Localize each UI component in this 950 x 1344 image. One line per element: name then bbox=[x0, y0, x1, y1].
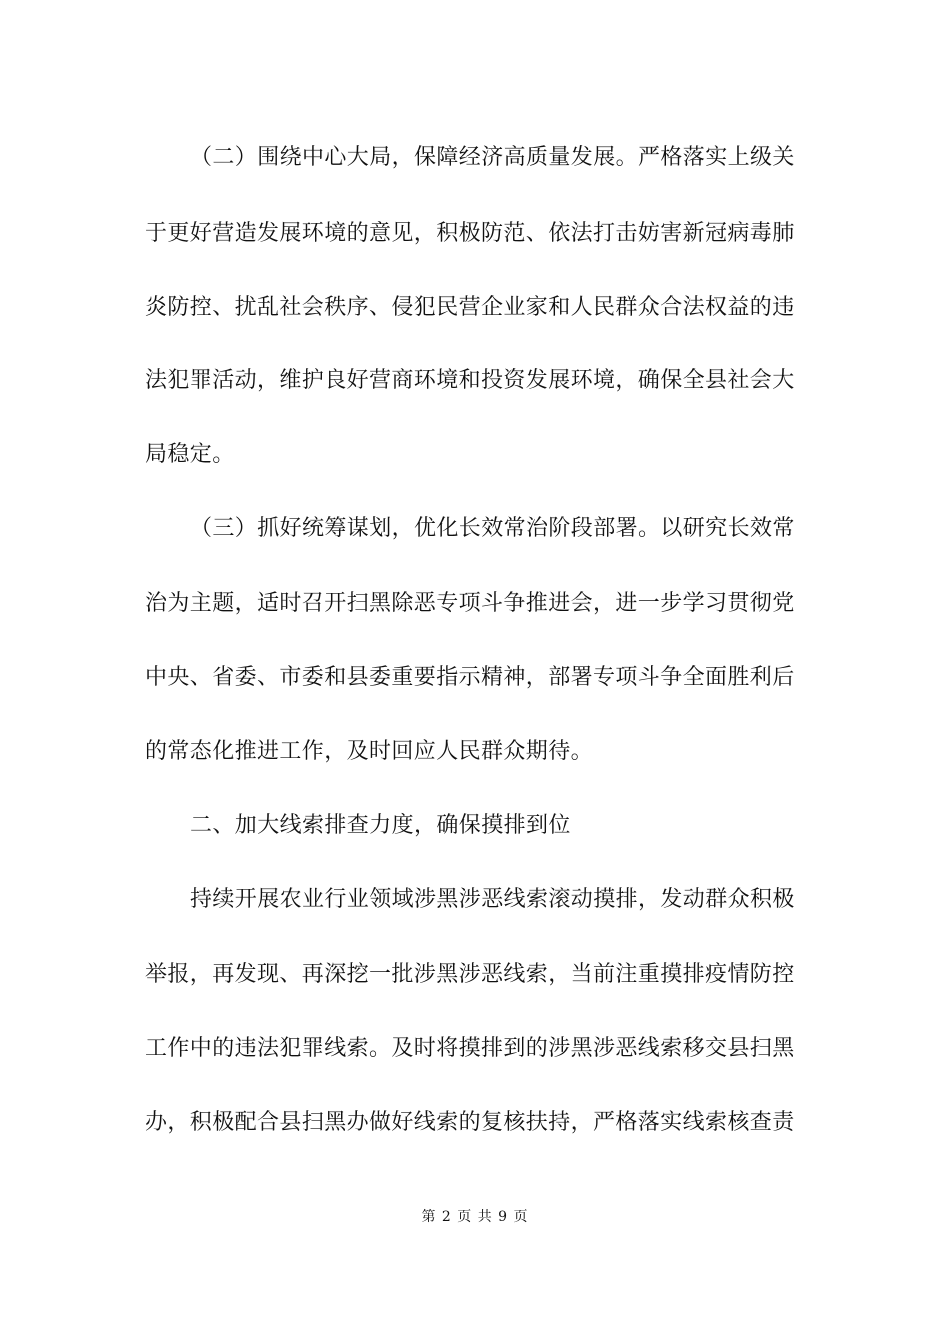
paragraph-4-line-4: 办，积极配合县扫黑办做好线索的复核扶持，严格落实线索核查责 bbox=[145, 1110, 795, 1135]
paragraph-3-line-2: 治为主题，适时召开扫黑除恶专项斗争推进会，进一步学习贯彻党 bbox=[145, 591, 795, 616]
page-number-footer: 第 2 页 共 9 页 bbox=[421, 1209, 529, 1225]
paragraph-2-line-4: 法犯罪活动，维护良好营商环境和投资发展环境，确保全县社会大 bbox=[145, 368, 795, 393]
paragraph-2-line-5: 局稳定。 bbox=[145, 442, 235, 467]
paragraph-3-line-1: （三）抓好统筹谋划，优化长效常治阶段部署。以研究长效常 bbox=[190, 516, 795, 541]
paragraph-2-line-1: （二）围绕中心大局，保障经济高质量发展。严格落实上级关 bbox=[190, 145, 795, 170]
paragraph-3-line-3: 中央、省委、市委和县委重要指示精神，部署专项斗争全面胜利后 bbox=[145, 665, 795, 690]
paragraph-4-line-1: 持续开展农业行业领域涉黑涉恶线索滚动摸排，发动群众积极 bbox=[190, 887, 795, 912]
section-heading: 二、加大线索排查力度，确保摸排到位 bbox=[190, 813, 571, 838]
paragraph-4-line-3: 工作中的违法犯罪线索。及时将摸排到的涉黑涉恶线索移交县扫黑 bbox=[145, 1036, 795, 1061]
paragraph-4-line-2: 举报，再发现、再深挖一批涉黑涉恶线索，当前注重摸排疫情防控 bbox=[145, 962, 795, 987]
paragraph-2-line-3: 炎防控、扰乱社会秩序、侵犯民营企业家和人民群众合法权益的违 bbox=[145, 295, 795, 320]
paragraph-3-line-4: 的常态化推进工作，及时回应人民群众期待。 bbox=[145, 739, 594, 764]
paragraph-2-line-2: 于更好营造发展环境的意见，积极防范、依法打击妨害新冠病毒肺 bbox=[145, 221, 795, 246]
